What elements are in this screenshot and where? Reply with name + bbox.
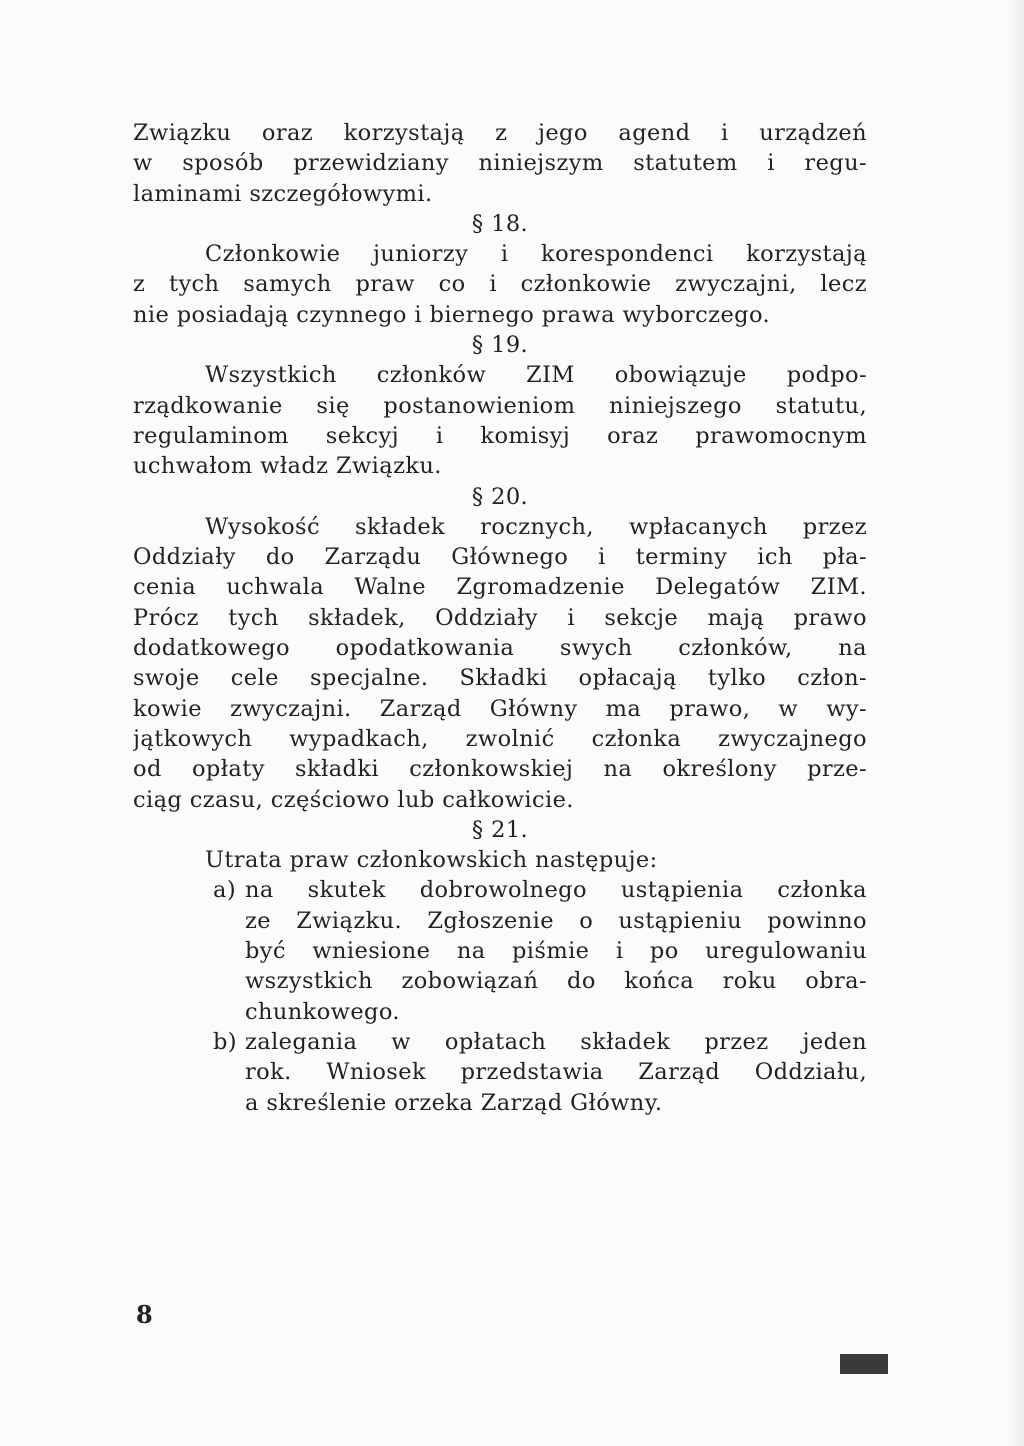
section-heading: § 18. [471,210,529,237]
text-line: regulaminom sekcyj i komisyj oraz prawomocnym [133,422,867,449]
text-line: nie posiadają czynnego i biernego prawa wyborczego. [133,301,771,328]
text-line: w sposób przewidziany niniejszym statutem i regu- [133,150,867,177]
text-line: Wysokość składek rocznych, wpłacanych przez [205,513,867,540]
list-item-text: na skutek dobrowolnego ustąpienia członka [245,877,867,904]
text-line: ze Związku. Zgłoszenie o ustąpieniu powinno [245,907,867,934]
text-line: Członkowie juniorzy i korespondenci korzystają [205,241,867,268]
list-item-text: zalegania w opłatach składek przez jeden [245,1028,867,1055]
text-line: od opłaty składki członkowskiej na określony prze- [133,756,867,783]
text-line: rok. Wniosek przedstawia Zarząd Oddziału, [245,1059,867,1086]
text-line: cenia uchwala Walne Zgromadzenie Delegatów ZIM. [133,574,867,601]
section-heading: § 21. [471,816,529,843]
text-line: dodatkowego opodatkowania swych członków, na [133,635,867,662]
text-line: jątkowych wypadkach, zwolnić członka zwyczajnego [133,725,867,752]
text-line: być wniesione na piśmie i po uregulowaniu [245,938,867,965]
text-line: laminami szczegółowymi. [133,180,433,207]
section-heading: § 20. [471,483,529,510]
text-line: rządkowanie się postanowieniom niniejszego statutu, [133,392,867,419]
text-line: swoje cele specjalne. Składki opłacają tylko człon- [133,665,867,692]
list-item-marker: a) [213,877,236,904]
page-number: 8 [136,1300,153,1329]
text-line: uchwałom władz Związku. [133,453,442,480]
text-line: wszystkich zobowiązań do końca roku obra- [245,968,867,995]
text-line: Związku oraz korzystają z jego agend i urządzeń [133,120,867,146]
text-line: chunkowego. [245,998,400,1025]
statute-text [133,118,867,1118]
text-line: z tych samych praw co i członkowie zwyczajni, lecz [133,271,867,298]
text-line: a skreślenie orzeka Zarząd Główny. [245,1089,663,1116]
text-line: Utrata praw członkowskich następuje: [205,847,658,874]
text-line: ciąg czasu, częściowo lub całkowicie. [133,786,574,813]
scan-shadow-edge [1006,0,1024,1446]
text-line: Wszystkich członków ZIM obowiązuje podpo- [205,362,867,389]
text-line: Oddziały do Zarządu Głównego i terminy ich pła- [133,544,867,571]
list-item-marker: b) [213,1028,237,1055]
text-line: kowie zwyczajni. Zarząd Główny ma prawo, w wy- [133,695,867,722]
section-heading: § 19. [471,332,529,359]
list-item [133,875,867,905]
scan-registration-mark [840,1354,888,1374]
list-item [133,1027,867,1057]
text-line: Prócz tych składek, Oddziały i sekcje mają prawo [133,604,867,631]
